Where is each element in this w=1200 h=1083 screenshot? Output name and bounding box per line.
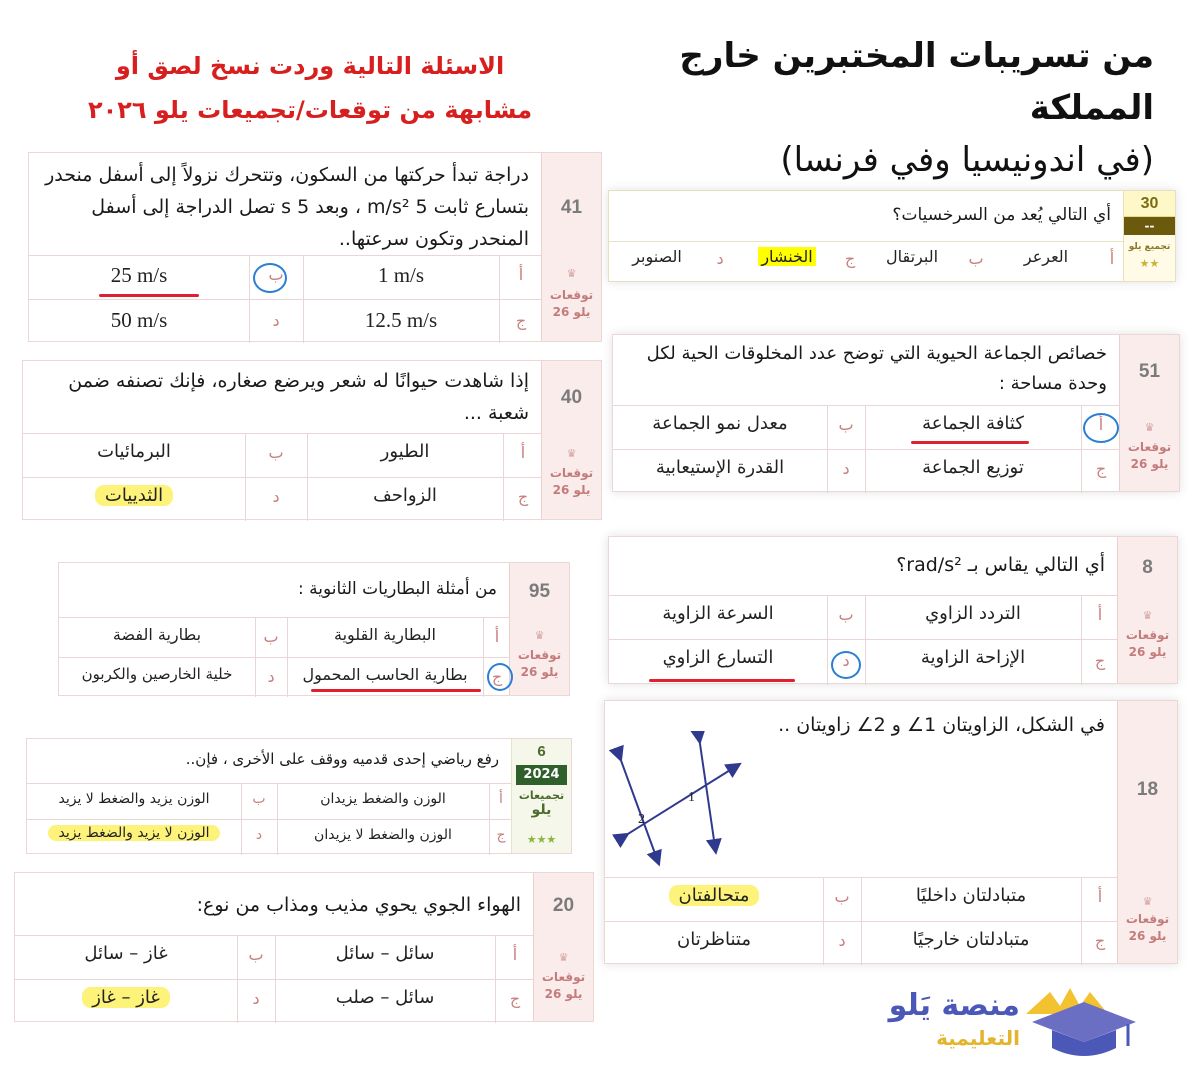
option-a[interactable]: 1 m/s	[377, 263, 425, 287]
option-letter: ب	[838, 415, 854, 434]
option-b[interactable]: غاز – سائل	[84, 943, 168, 964]
question-card-8	[608, 536, 1178, 684]
option-letter: ج	[1094, 931, 1106, 950]
question-text: الهواء الجوي يحوي مذيب ومذاب من نوع:	[196, 894, 521, 916]
logo-name: منصة يَلو	[888, 988, 1020, 1023]
option-a[interactable]: متبادلتان داخليًا	[915, 885, 1027, 906]
option-letter: د	[842, 651, 850, 670]
question-number-column	[541, 153, 601, 341]
red-notice	[60, 44, 560, 132]
page-title	[594, 30, 1154, 186]
platform-logo	[880, 984, 1140, 1064]
rating-stars: ★★★	[526, 833, 557, 846]
option-d[interactable]: التسارع الزاوي	[662, 647, 774, 668]
option-d[interactable]	[15, 987, 237, 1008]
question-number-column	[509, 563, 569, 695]
answer-circle	[831, 651, 861, 679]
red-notice-line1: الاسئلة التالية وردت نسخ لصق أو	[115, 52, 505, 80]
option-d[interactable]: متناظرتان	[677, 929, 751, 950]
option-letter: د	[842, 459, 850, 478]
option-c[interactable]: الزواحف	[373, 485, 437, 506]
source-badge: توقعات يلو 26	[549, 288, 594, 319]
source-badge: توقعات يلو 26	[549, 466, 594, 497]
option-b[interactable]: بطارية الفضة	[112, 625, 202, 644]
option-letter: ج	[491, 667, 503, 686]
question-number-column	[1123, 191, 1175, 281]
option-a[interactable]: التردد الزاوي	[925, 603, 1021, 624]
option-letter: أ	[1097, 887, 1103, 906]
answer-circle	[487, 663, 513, 691]
source-badge: توقعات يلو 26	[1127, 440, 1172, 471]
option-a[interactable]: الوزن والضغط يزيدان	[320, 791, 446, 807]
option-letter: د	[267, 667, 275, 686]
option-b[interactable]: معدل نمو الجماعة	[652, 413, 788, 434]
option-c[interactable]: الوزن والضغط لا يزيدان	[314, 827, 452, 843]
option-letter: أ	[1097, 605, 1103, 624]
question-number: 41	[560, 197, 583, 218]
option-c[interactable]: متبادلتان خارجيًا	[912, 929, 1030, 950]
option-letter: أ	[518, 265, 524, 284]
option-letter: أ	[1109, 249, 1115, 268]
page-title-line1: من تسريبات المختبرين خارج المملكة	[679, 36, 1154, 128]
answer-highlight: الثدييات	[95, 485, 173, 506]
option-c[interactable]: بطارية الحاسب المحمول	[302, 665, 468, 684]
option-letter: أ	[494, 627, 500, 646]
rating-stars: ★★	[1139, 257, 1160, 270]
question-number-column	[533, 873, 593, 1021]
question-number-column	[1117, 537, 1177, 683]
answer-underline	[99, 294, 199, 297]
crown-icon: ♛	[566, 447, 577, 460]
answer-circle	[1083, 413, 1119, 443]
answer-highlight: متحالفتان	[669, 885, 760, 906]
option-a[interactable]: البطارية القلوية	[334, 625, 436, 644]
angles-diagram	[609, 731, 745, 867]
option-b[interactable]: البرمائيات	[97, 441, 171, 462]
option-a[interactable]: الطيور	[380, 441, 430, 462]
dash-badge: --	[1124, 217, 1175, 235]
crown-icon: ♛	[566, 267, 577, 280]
option-d[interactable]: خلية الخارصين والكربون	[81, 665, 233, 683]
option-d[interactable]: 50 m/s	[110, 308, 168, 332]
option-letter: د	[716, 249, 724, 268]
question-card-20	[14, 872, 594, 1022]
question-card-95	[58, 562, 570, 696]
year-badge: 2024	[516, 765, 567, 785]
option-letter: د	[272, 311, 280, 330]
angle-label-1: 1	[688, 790, 695, 805]
crown-icon: ♛	[1142, 609, 1153, 622]
option-letter: د	[255, 827, 263, 843]
option-d[interactable]: الصنوبر	[632, 247, 682, 266]
option-b[interactable]	[605, 885, 823, 906]
answer-underline	[911, 441, 1029, 444]
option-a[interactable]: كثافة الجماعة	[922, 413, 1024, 434]
question-card-41	[28, 152, 602, 342]
source-badge: توقعات يلو 26	[1125, 912, 1170, 943]
option-letter: ج	[1095, 459, 1107, 478]
source-badge: توقعات يلو 26	[1125, 628, 1170, 659]
option-c[interactable]: توزيع الجماعة	[922, 457, 1024, 478]
answer-highlight: الخنشار	[758, 247, 815, 266]
crown-icon: ♛	[1144, 421, 1155, 434]
question-number: 51	[1138, 361, 1161, 382]
option-letter: ب	[268, 265, 284, 284]
option-c[interactable]: الإزاحة الزاوية	[920, 647, 1026, 668]
option-b[interactable]: السرعة الزاوية	[662, 603, 774, 624]
option-c[interactable]: 12.5 m/s	[364, 308, 438, 332]
question-number-column	[1119, 335, 1179, 491]
logo-subtitle: التعليمية	[936, 1026, 1020, 1050]
question-number: 6	[537, 743, 546, 760]
source-badge: توقعات يلو 26	[541, 970, 586, 1001]
question-text: دراجة تبدأ حركتها من السكون، وتتحرك نزولاً إلى أسفل منحدر بتسارع ثابت 5 m/s² ، وبعد 5 s تصل الدراجة إلى أسفل المنحدر وتكون سرعتها..	[45, 164, 529, 250]
page-title-line2: (في اندونيسيا وفي فرنسا)	[780, 140, 1154, 180]
option-b[interactable]: 25 m/s	[110, 263, 168, 287]
question-number-column	[511, 739, 571, 853]
option-d[interactable]: القدرة الإستيعابية	[655, 457, 785, 478]
option-letter: ج	[1094, 651, 1106, 670]
question-card-6	[26, 738, 572, 854]
option-letter: أ	[499, 791, 503, 807]
graduation-cap-icon	[1022, 984, 1140, 1062]
question-text: من أمثلة البطاريات الثانوية :	[298, 579, 497, 599]
red-notice-line2: مشابهة من توقعات/تجميعات يلو ٢٠٢٦	[87, 96, 533, 124]
option-b[interactable]: الوزن يزيد والضغط لا يزيد	[58, 791, 210, 807]
question-text: رفع رياضي إحدى قدميه ووقف على الأخرى ، فإن..	[185, 750, 499, 768]
angle-label-2: 2	[638, 812, 645, 827]
answer-underline	[649, 679, 795, 682]
option-letter: ب	[252, 791, 266, 807]
option-letter: ب	[248, 945, 264, 964]
option-letter: ج	[496, 827, 506, 843]
question-number: 40	[560, 387, 583, 408]
answer-circle	[253, 263, 287, 293]
question-number: 95	[528, 581, 551, 602]
option-b[interactable]: البرتقال	[885, 247, 939, 266]
question-number: 8	[1142, 557, 1153, 578]
option-letter: د	[838, 931, 846, 950]
question-number-column	[1117, 701, 1177, 963]
question-card-40	[22, 360, 602, 520]
option-letter: ج	[509, 989, 521, 1008]
source-badge: تجميعات يلو	[518, 789, 565, 818]
question-card-51	[612, 334, 1180, 492]
answer-highlight: غاز – غاز	[82, 987, 170, 1008]
option-letter: ج	[517, 487, 529, 506]
option-a[interactable]: العرعر	[1023, 247, 1069, 266]
question-text: أي التالي يُعد من السرخسيات؟	[892, 205, 1111, 225]
option-letter: ب	[834, 887, 850, 906]
option-letter: ب	[838, 605, 854, 624]
crown-icon: ♛	[1142, 895, 1153, 908]
crown-icon: ♛	[534, 629, 545, 642]
question-text: أي التالي يقاس بـ rad/s²؟	[896, 554, 1105, 576]
option-letter: د	[252, 989, 260, 1008]
question-number: 30	[1124, 191, 1175, 217]
crown-icon: ♛	[558, 951, 569, 964]
transversal-line-right	[699, 737, 715, 847]
option-letter: د	[272, 487, 280, 506]
option-d[interactable]	[27, 825, 241, 841]
question-number: 20	[552, 895, 575, 916]
source-badge: توقعات يلو 26	[517, 648, 562, 679]
option-letter: ب	[968, 249, 984, 268]
answer-highlight: الوزن لا يزيد والضغط يزيد	[48, 825, 219, 841]
question-card-30	[608, 190, 1176, 282]
option-d[interactable]	[23, 485, 245, 506]
option-letter: أ	[1098, 415, 1104, 434]
option-c[interactable]	[737, 247, 837, 266]
question-text: في الشكل، الزاويتان 1∠ و 2∠ زاويتان ..	[778, 714, 1105, 736]
option-letter: ب	[268, 443, 284, 462]
transversal-line-left	[619, 755, 657, 859]
question-text: إذا شاهدت حيوانًا له شعر ويرضع صغاره، فإنك تصنفه ضمن شعبة ...	[68, 370, 529, 424]
option-letter: ج	[515, 311, 527, 330]
option-letter: أ	[520, 443, 526, 462]
question-number-column	[541, 361, 601, 519]
option-c[interactable]: سائل – صلب	[335, 987, 435, 1008]
option-letter: ب	[263, 627, 279, 646]
option-a[interactable]: سائل – سائل	[335, 943, 435, 964]
option-letter: أ	[512, 945, 518, 964]
source-badge: تجميع يلو	[1128, 242, 1171, 252]
answer-underline	[311, 689, 481, 692]
question-card-18	[604, 700, 1178, 964]
option-letter: ج	[844, 249, 856, 268]
question-number: 18	[1136, 779, 1159, 800]
question-text: خصائص الجماعة الحيوية التي توضح عدد المخلوقات الحية لكل وحدة مساحة :	[646, 343, 1107, 394]
